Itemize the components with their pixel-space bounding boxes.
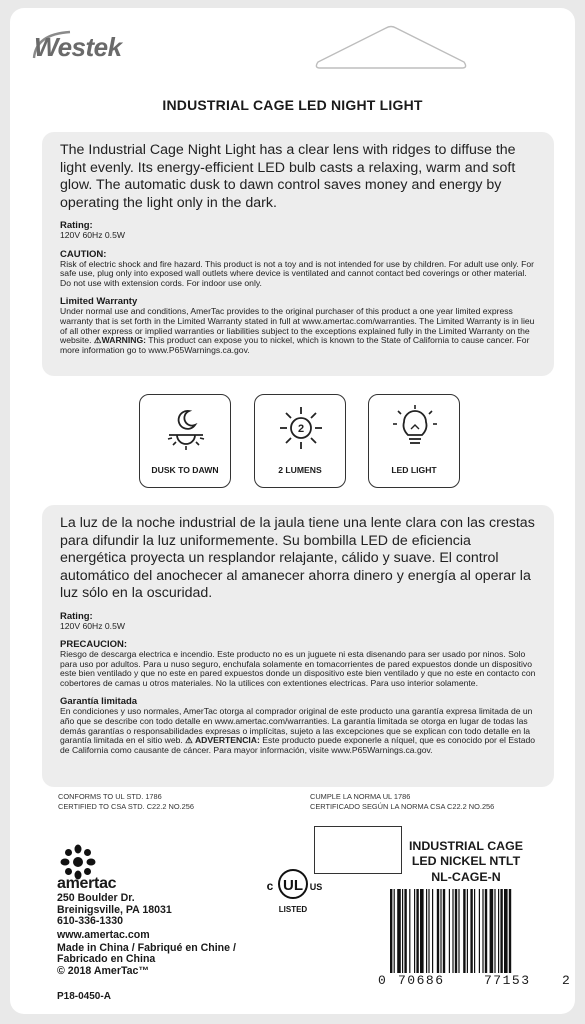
product-id-line-2: LED NICKEL NTLT — [411, 854, 521, 869]
barcode-bar — [467, 889, 468, 973]
barcode-left-digits: 70686 — [398, 973, 445, 988]
spanish-rating-value: 120V 60Hz 0.5W — [60, 620, 125, 631]
spanish-caution-label: PRECAUCION: — [60, 639, 128, 651]
english-warning-label: ⚠WARNING: — [93, 335, 147, 346]
spanish-warranty-label: Garantía limitada — [60, 696, 138, 708]
feature-lumens — [254, 394, 346, 488]
barcode-bar — [470, 889, 472, 973]
barcode-bar — [485, 889, 487, 973]
company-website: www.amertac.com — [57, 929, 150, 941]
barcode-bar — [458, 889, 459, 973]
barcode-bar — [409, 889, 410, 973]
standard-ul-es: CUMPLE LA NORMA UL 1786 — [310, 792, 411, 801]
feature-label: 2 LUMENS — [278, 465, 322, 475]
barcode-bar — [479, 889, 480, 973]
barcode-bar — [490, 889, 494, 973]
spanish-warning-text: Este producto puede exponerle a níquel, que es conocido por el Estado de California como causante de cáncer. Para mayor información, visite www.P65Warnings.ca.gov. — [60, 735, 536, 755]
lumens-sun-icon — [278, 405, 324, 451]
upc-barcode — [386, 889, 556, 973]
moon-sun-icon — [163, 405, 209, 451]
barcode-bar — [500, 889, 502, 973]
english-intro: The Industrial Cage Night Light has a clear lens with ridges to diffuse the light evenly. Its energy-efficient LED bulb casts a relaxing, warm and soft glow. The automatic dusk to dawn control saves money and energy by operating the light only in the dark. — [60, 142, 516, 211]
barcode-bar — [437, 889, 439, 973]
made-in — [57, 943, 236, 977]
ul-c-text: c — [266, 879, 274, 893]
amertac-wordmark: amertac — [57, 875, 117, 892]
barcode-bar — [402, 889, 403, 973]
english-rating-label: Rating: — [60, 220, 93, 231]
barcode-bar — [455, 889, 457, 973]
barcode-bar — [394, 889, 395, 973]
english-warning-text: This product can expose you to nickel, which is known to the State of California to cause cancer. For more information go to www.P65Warnings.ca.gov. — [60, 335, 530, 355]
brand-logo: Westek — [34, 32, 122, 62]
barcode-right-digits: 77153 — [484, 973, 531, 988]
spanish-caution-text: Riesgo de descarga electrica e incendio. Este producto no es un juguete ni esta disenando para ser usado por ninos. Solo para uso por adultos. Para u nuso seguro, enchufala solamente en tomacorrientes de pared expuestos donde un dispositivo este bien ventilado y que no este en pared expuestos donde un dispositivo este bien ventilado y que no este en contacto con cobertores de camas u otros materiales. No la utilices con extentiones electricas. Para uso interior solamente. — [60, 649, 536, 688]
barcode-bar — [420, 889, 424, 973]
barcode-bar — [416, 889, 418, 973]
product-id-line-3: NL-CAGE-N — [431, 869, 501, 884]
lumens-badge: 2 — [297, 423, 305, 435]
product-id-line-1: INDUSTRIAL CAGE — [408, 839, 524, 853]
made-in-line-1: Made in China / Fabriqué en Chine / — [57, 942, 236, 954]
barcode-bar — [390, 889, 392, 973]
product-id-block — [398, 839, 534, 885]
english-rating-value: 120V 60Hz 0.5W — [60, 230, 125, 240]
barcode-lead-digit: 0 — [378, 973, 388, 988]
ul-us-text: US — [309, 882, 323, 892]
made-in-line-2: Fabricado en China — [57, 953, 156, 966]
english-caution-label: CAUTION: — [60, 248, 107, 260]
barcode-bar — [414, 889, 415, 973]
standards-english — [58, 792, 194, 812]
spanish-description-panel — [42, 505, 554, 787]
english-warranty-text: Under normal use and conditions, AmerTac provides to the original purchaser of this product a one year limited express warranty that is set forth in the Limited Warranty stated in full at www.amertac.com/warranties. The Limited Warranty is in lieu of all other express or implied warranties or liabilities subject to the exceptions explained fully in the Limited Warranty on the website. — [60, 306, 535, 346]
ul-mark-text: UL — [283, 877, 303, 894]
barcode-bar — [504, 889, 508, 973]
barcode-bar — [397, 889, 401, 973]
ul-listed-text: LISTED — [278, 905, 308, 914]
spanish-warning-label: ⚠ ADVERTENCIA: — [185, 735, 260, 746]
spanish-warranty-text: En condiciones y uso normales, AmerTac otorga al comprador original de este producto una garantía expresa limitada de un año que se describe con todo detalle en www.amertac.com/warranties. La garantía limitada se otorga en lugar de todas las demás garantías o responsabilidades expresas o implícitas, sujeto a las excepciones que se explican con todo detalle en la garantía limitada en el sitio web. — [60, 706, 533, 746]
barcode-bar — [426, 889, 427, 973]
barcode-bar — [474, 889, 475, 973]
copyright: © 2018 AmerTac™ — [57, 964, 150, 977]
standard-ul-en: CONFORMS TO UL STD. 1786 — [58, 792, 162, 801]
barcode-bar — [440, 889, 441, 973]
barcode-bar — [509, 889, 511, 973]
barcode-bar — [494, 889, 495, 973]
english-warranty-block — [60, 307, 538, 355]
part-code: P18-0450-A — [57, 991, 111, 1002]
hang-tab-hole — [312, 24, 470, 74]
barcode-check-digit: 2 — [562, 973, 572, 988]
barcode-bar — [432, 889, 433, 973]
address-line-2: Breinigsville, PA 18031 — [57, 903, 172, 916]
company-address — [57, 893, 172, 928]
standards-spanish — [310, 792, 494, 812]
barcode-bar — [428, 889, 429, 973]
english-caution-text: Risk of electric shock and fire hazard. This product is not a toy and is not intended for use by children. For adult use only. For safe use, plug only into exposed wall outlets where device is ventilated and cannot contact bed coverings or other material. Do not use with extension cords. For indoor use only. — [60, 258, 535, 288]
barcode-bar — [404, 889, 406, 973]
barcode-bar — [498, 889, 499, 973]
spanish-intro: La luz de la noche industrial de la jaula tiene una lente clara con las crestas para difundir la luz uniformemente. Su bombilla LED de eficiencia energética proyecta un resplandor relajante, cálido y suave. El control automático del anochecer al amanecer ahorra dinero y energía al operar la luz sólo en la oscuridad. — [60, 515, 535, 601]
standard-csa-en: CERTIFIED TO CSA STD. C22.2 NO.256 — [58, 802, 194, 811]
feature-dusk-to-dawn — [139, 394, 231, 488]
english-description-panel — [42, 132, 554, 376]
barcode-bar — [443, 889, 445, 973]
spanish-warranty-block — [60, 707, 538, 755]
barcode-bar — [452, 889, 453, 973]
english-warranty-label: Limited Warranty — [60, 296, 138, 308]
barcode-bar — [463, 889, 465, 973]
spanish-rating-label: Rating: — [60, 610, 93, 622]
address-line-1: 250 Boulder Dr. — [57, 892, 135, 904]
barcode-bar — [449, 889, 450, 973]
bulb-icon — [392, 405, 438, 451]
feature-label: LED LIGHT — [391, 465, 437, 475]
company-phone: 610-336-1330 — [57, 915, 123, 927]
standard-csa-es: CERTIFICADO SEGÚN LA NORMA CSA C22.2 NO.256 — [310, 802, 495, 811]
blank-label-box — [314, 826, 402, 874]
feature-label: DUSK TO DAWN — [151, 465, 219, 475]
barcode-bar — [482, 889, 483, 973]
feature-led-light — [368, 394, 460, 488]
product-title: INDUSTRIAL CAGE LED NIGHT LIGHT — [162, 97, 423, 113]
